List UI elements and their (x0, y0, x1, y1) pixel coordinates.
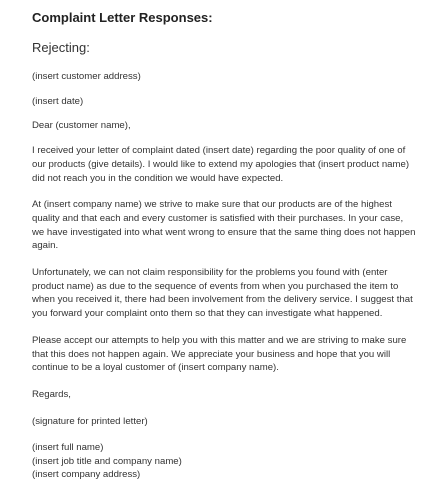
letter-date: (insert date) (32, 95, 84, 107)
closing: Regards, (32, 388, 71, 400)
signoff-name: (insert full name) (32, 442, 104, 454)
section-heading: Rejecting: (32, 40, 90, 55)
customer-address: (insert customer address) (32, 71, 141, 82)
signoff-block (32, 441, 418, 481)
signature-line: (signature for printed letter) (32, 415, 148, 427)
signoff-title: (insert job title and company name) (32, 455, 182, 467)
signoff-address: (insert company address) (32, 468, 141, 480)
body-paragraph: I received your letter of complaint dated (insert date) regarding the poor quality of one of our products (give details). I would like to extend my apologies that (insert product name) did not reach you in the condition we would have expected. (32, 145, 410, 184)
body-paragraph: Please accept our attempts to help you with this matter and we are striving to make sure that this does not happen again. We appreciate your business and hope that you will continue to be a loyal customer of (insert company name). (32, 334, 407, 374)
body-paragraph: Unfortunately, we can not claim responsibility for the problems you found with (enter product name) as due to the sequence of events from when you purchased the item to when you received it, there had been involvement from the delivery service. I suggest that you forward your complaint onto them so that they can investigate what happened. (32, 267, 413, 320)
salutation: Dear (customer name), (32, 120, 131, 132)
body-paragraph: At (insert company name) we strive to make sure that our products are of the highest quality and that each and every customer is satisfied with their purchases. In your case, we have investigated into what went wrong to ensure that the same thing does not happen again. (32, 199, 416, 252)
document-title: Complaint Letter Responses: (32, 10, 213, 25)
